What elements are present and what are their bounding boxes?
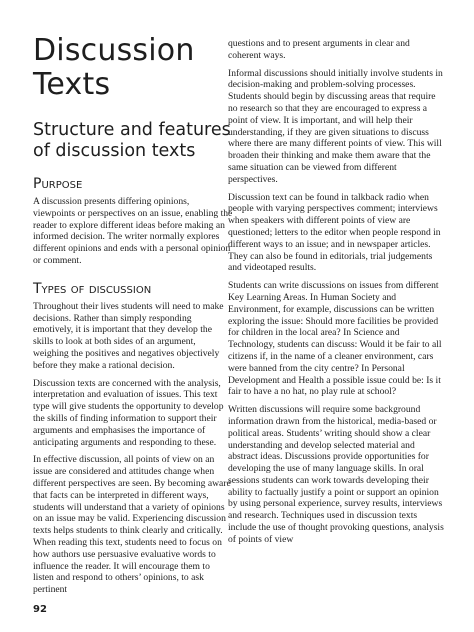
right-column xyxy=(228,38,445,552)
types-heading: Types of discussion xyxy=(33,280,152,297)
purpose-heading: Purpose xyxy=(33,176,83,192)
body-paragraph: In effective discussion, all points of view on an issue are considered and attitudes change when different perspectives are seen. By becoming aware that facts can be interpreted in different ways, students will understand that a variety of opinions on an issue may be valid. Experiencing discussion texts helps students to think clearly and critically. When reading this text, students need to focus on how authors use persuasive evaluative words to influence the reader. It will encourage them to listen and respond to others’ opinions, to ask pertinent xyxy=(33,454,231,596)
body-paragraph: Discussion text can be found in talkback radio when people with varying perspectives comment; interviews when speakers with different points of view are questioned; letters to the editor when people respond in different ways to an issue; and in newspaper articles. They can also be found in editorials, trial judgements and videotaped results. xyxy=(228,191,441,274)
body-paragraph: Students can write discussions on issues from different Key Learning Areas. In Human Society and Environment, for example, discussions can be written exploring the issue: Should more facilities be provided for children in the local area? In Science and Technology, students can discuss: Would it be fair to all citizens if, in the name of a cleaner environment, cars were banned from the city centre? In Personal Development and Health a possible issue could be: Is it fair to have a no hat, no play rule at school? xyxy=(228,280,442,398)
purpose-paragraph: A discussion presents differing opinions, viewpoints or perspectives on an issue, enabling the reader to explore different ideas before making an informed decision. The writer normally explores different opinions and ends with a personal opinion or comment. xyxy=(33,196,233,266)
page-number: 92 xyxy=(33,604,47,615)
body-paragraph: Written discussions will require some background information drawn from the historical, media-based or political areas. Students’ writing should show a clear understanding and develop selected material and abstract ideas. Discussions provide opportunities for developing the use of many language skills. In oral sessions students can work towards developing their ability to factually justify a point or support an opinion by using personal experience, survey results, interviews and research. Techniques used in discussion texts include the use of thought provoking questions, analysis of points of view xyxy=(228,404,444,545)
body-paragraph: Informal discussions should initially involve students in decision-making and problem-solving processes. Students should begin by discussing areas that require no research so that they are encouraged to express a point of view. It is important, and will help their understanding, if they are given situations to discuss where there are many different points of view. This will broaden their thinking and make them aware that the same situation can be viewed from different perspectives. xyxy=(228,67,443,185)
body-paragraph: Discussion texts are concerned with the analysis, interpretation and evaluation of issues. This text type will give students the opportunity to develop the skills of finding information to support their arguments and emphasises the importance of anticipating arguments and responding to these. xyxy=(33,377,224,448)
left-column xyxy=(33,34,233,602)
page-title: Discussion Texts xyxy=(33,33,195,102)
section-subtitle: Structure and features of discussion texts xyxy=(33,120,231,161)
body-paragraph: questions and to present arguments in clear and coherent ways. xyxy=(228,38,410,61)
body-paragraph: Throughout their lives students will need to make decisions. Rather than simply responding emotively, it is important that they develop the skills to look at both sides of an argument, weighing the positives and negatives objectively before they make a rational decision. xyxy=(33,300,224,371)
